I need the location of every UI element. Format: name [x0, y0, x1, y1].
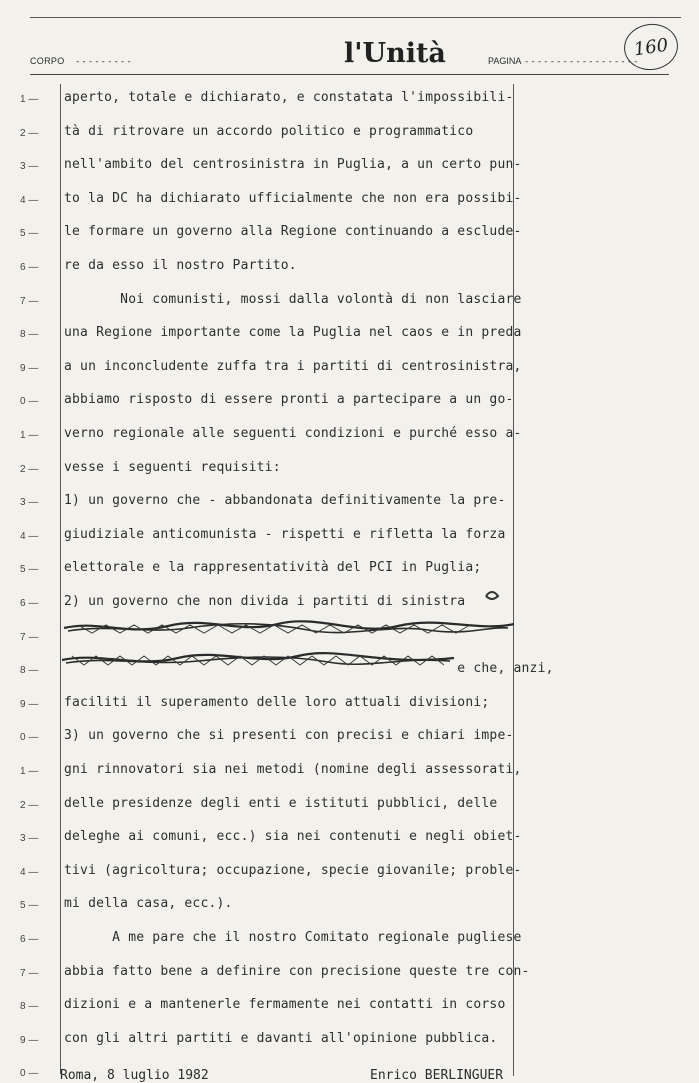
text-line: abbiamo risposto di essere pronti a partecipare a un go- [64, 392, 514, 408]
pagina-blank-field: ------------------ [524, 57, 640, 67]
text-line: to la DC ha dichiarato ufficialmente che non era possibi- [64, 190, 522, 206]
text-line: 1) un governo che - abbandonata definitivamente la pre- [64, 493, 506, 509]
line-number: 3 — [20, 497, 39, 509]
line-number: 4 — [20, 530, 39, 542]
masthead-title: l'Unità [344, 38, 446, 69]
line-number: 1 — [20, 766, 39, 777]
top-border-line [30, 17, 681, 18]
text-line: re da esso il nostro Partito. [64, 258, 297, 273]
line-number: 5 — [20, 228, 39, 240]
line-number: 2 — [20, 127, 39, 139]
line-number: 7 — [20, 631, 39, 643]
author-signature: Enrico BERLINGUER [370, 1068, 504, 1083]
line-number: 8 — [20, 1001, 39, 1013]
line-number: 0 — [20, 732, 39, 744]
line-number: 8 — [20, 329, 39, 341]
crossed-out-text-mark [58, 650, 522, 670]
text-line: mi della casa, ecc.). [64, 896, 233, 912]
line-number: 5 — [20, 900, 39, 912]
line-number: 3 — [20, 161, 39, 173]
line-number: 6 — [20, 934, 39, 945]
handwritten-page-number: 160 [621, 20, 681, 73]
text-line: deleghe ai comuni, ecc.) sia nei contenuti e negli obiet- [64, 829, 522, 845]
corpo-label: CORPO [30, 56, 65, 66]
line-number: 9 — [20, 362, 39, 374]
line-number: 1 — [20, 430, 39, 441]
line-number: 6 — [20, 598, 39, 609]
line-number: 4 — [20, 866, 39, 878]
text-line: tà di ritrovare un accordo politico e programmatico [64, 123, 474, 139]
text-line: delle presidenze degli enti e istituti pubblici, delle [64, 795, 498, 811]
line-number: 9 — [20, 698, 39, 710]
line-number: 2 — [20, 799, 39, 811]
header-rule [30, 74, 669, 75]
place-and-date: Roma, 8 luglio 1982 [60, 1068, 209, 1083]
text-line: le formare un governo alla Regione continuando a esclude- [64, 224, 522, 240]
text-line: Noi comunisti, mossi dalla volontà di non lasciare [64, 291, 522, 307]
line-number: 9 — [20, 1034, 39, 1046]
text-line: gni rinnovatori sia nei metodi (nomine degli assessorati, [64, 762, 522, 777]
line-number: 3 — [20, 833, 39, 845]
text-line: giudiziale anticomunista - rispetti e rifletta la forza [64, 526, 506, 542]
text-line: una Regione importante come la Puglia nel caos e in preda [64, 325, 522, 341]
crossed-out-text-mark [58, 618, 522, 638]
line-number: 1 — [20, 94, 39, 105]
text-line: abbia fatto bene a definire con precisione queste tre con- [64, 963, 530, 979]
text-line: nell'ambito del centrosinistra in Puglia, a un certo pun- [64, 157, 522, 173]
pagina-label: PAGINA [488, 56, 522, 66]
line-number: 4 — [20, 194, 39, 206]
text-line: faciliti il superamento delle loro attuali divisioni; [64, 694, 490, 710]
corpo-blank-field: --------- [75, 57, 133, 67]
line-number: 0 — [20, 396, 39, 408]
line-number: 5 — [20, 564, 39, 576]
text-line: A me pare che il nostro Comitato regionale pugliese [64, 930, 522, 945]
text-line: verno regionale alle seguenti condizioni e purché esso a- [64, 426, 522, 441]
left-margin-rule [60, 84, 61, 1074]
text-line: vesse i seguenti requisiti: [64, 459, 281, 475]
line-number: 6 — [20, 262, 39, 273]
text-line: 3) un governo che si presenti con precisi e chiari impe- [64, 728, 514, 744]
line-number: 7 — [20, 295, 39, 307]
text-line: a un inconcludente zuffa tra i partiti di centrosinistra, [64, 358, 522, 374]
crossed-out-text-mark [58, 586, 522, 606]
text-line: tivi (agricoltura; occupazione, specie giovanile; proble- [64, 862, 522, 878]
line-number: 8 — [20, 665, 39, 677]
text-line: e che, anzi, [64, 661, 554, 677]
text-line: 2) un governo che non divida i partiti di sinistra [64, 594, 466, 609]
text-line: aperto, totale e dichiarato, e constatata l'impossibili- [64, 90, 514, 105]
line-number: 0 — [20, 1068, 39, 1080]
text-line: dizioni e a mantenerle fermamente nei contatti in corso [64, 997, 506, 1013]
text-line: con gli altri partiti e davanti all'opinione pubblica. [64, 1030, 498, 1046]
text-line: elettorale e la rappresentatività del PCI in Puglia; [64, 560, 482, 576]
line-number: 2 — [20, 463, 39, 475]
line-number: 7 — [20, 967, 39, 979]
